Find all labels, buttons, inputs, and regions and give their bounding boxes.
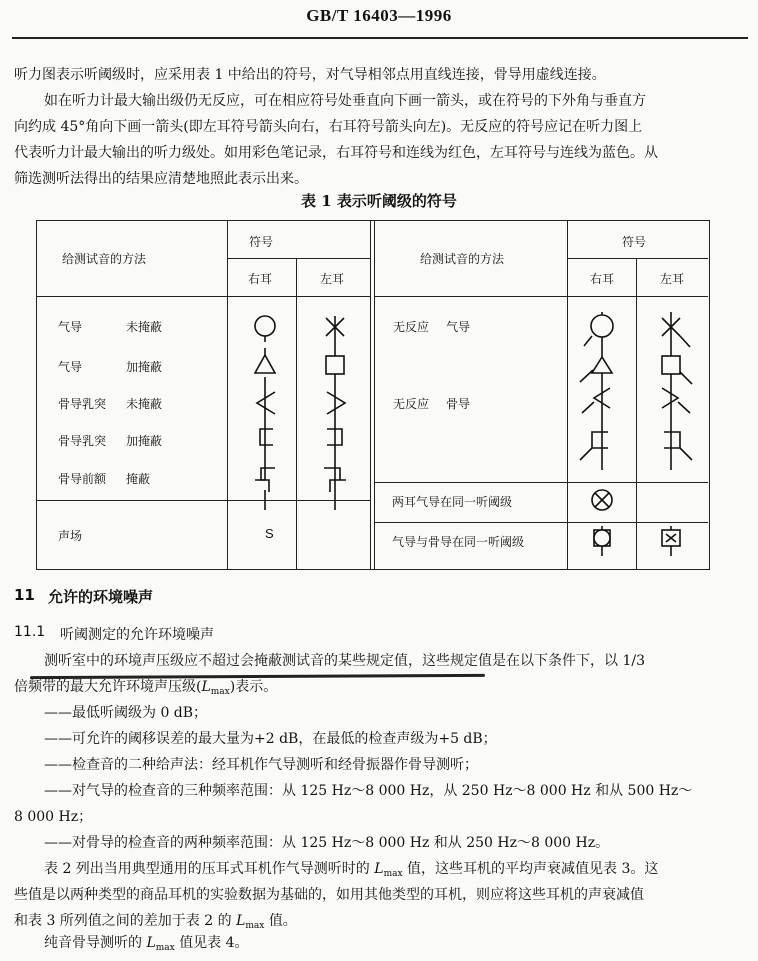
left-bracket-symbol xyxy=(257,392,275,414)
sec11-line-1: 测听室中的环境声压级应不超过会掩蔽测试音的某些规定值，这些规定值是在以下条件下，以 1/3 xyxy=(44,653,645,669)
list-item-1: ——最低听阈级为 0 dB； xyxy=(44,705,208,721)
row-4-mask: 加掩蔽 xyxy=(126,434,163,448)
header-method-right: 给测试音的方法 xyxy=(420,252,505,266)
paragraph-1: 听力图表示听阈级时，应采用表 1 中给出的符号，对气导相邻点用直线连接，骨导用虚线连接。 xyxy=(14,67,606,83)
section-11-1-number: 11.1 xyxy=(14,624,46,640)
list-item-4-cont: 8 000 Hz； xyxy=(14,809,93,825)
sec11-para-5: 和表 3 所列值之间的差加于表 2 的 $L_{max}$ 值。 xyxy=(14,913,297,931)
row-3-method: 骨导乳突 xyxy=(58,397,107,411)
row-5-method: 骨导前额 xyxy=(58,472,107,486)
paragraph-2-line-1: 如在听力计最大输出级仍无反应，可在相应符号处垂直向下画一箭头，或在符号的下外角与垂直方 xyxy=(44,93,646,109)
right-bracket-symbol xyxy=(327,392,345,414)
header-method-left: 给测试音的方法 xyxy=(62,252,147,266)
header-right-ear-right: 右耳 xyxy=(590,272,615,286)
sec11-line-2: 倍频带的最大允许环境声压级$(L_{max})$表示。 xyxy=(14,679,278,697)
table-caption: 表 1 表示听阈级的符号 xyxy=(301,192,457,210)
header-right-ear-left: 右耳 xyxy=(248,272,273,286)
sec11-para-4: 些值是以两种类型的商品耳机的实验数据为基础的，如用其他类型的耳机，则应将这些耳机的声衰减值 xyxy=(14,887,644,903)
list-item-5: ——对骨导的检查音的两种频率范围：从 125 Hz～8 000 Hz 和从 250 Hz～8 000 Hz。 xyxy=(44,835,610,851)
sound-field-label: 声场 xyxy=(58,529,83,543)
list-item-3: ——检查音的二种给声法：经耳机作气导测听和经骨振器作骨导测听； xyxy=(44,757,478,773)
square-symbol xyxy=(326,356,344,374)
section-11-title: 允许的环境噪声 xyxy=(48,588,154,606)
section-11-number: 11 xyxy=(14,586,35,604)
row-1-mask: 未掩蔽 xyxy=(126,320,163,334)
triangle-symbol xyxy=(255,355,275,373)
row-2-mask: 加掩蔽 xyxy=(126,360,163,374)
header-left-ear-right: 左耳 xyxy=(660,272,685,286)
row-5-mask: 掩蔽 xyxy=(126,472,151,486)
row-4-method: 骨导乳突 xyxy=(58,434,107,448)
list-item-4: ——对气导的检查音的三种频率范围：从 125 Hz～8 000 Hz，从 250 Hz～8 000 Hz 和从 500 Hz～ xyxy=(44,783,693,799)
square-bracket-symbol xyxy=(260,429,273,445)
header-symbol-left: 符号 xyxy=(249,235,274,249)
paragraph-2-line-4: 筛选测听法得出的结果应清楚地照此表示出来。 xyxy=(14,171,308,187)
paragraph-2-line-3: 代表听力计最大输出的听力级处。如用彩色笔记录，右耳符号和连线为红色，左耳符号与连线为蓝色。从 xyxy=(14,145,658,161)
sec11-para-3: 表 2 列出当用典型通用的压耳式耳机作气导测听时的 $L_{max}$ 值，这些耳机的平均声衰减值见表 3。这 xyxy=(44,861,659,879)
no-response-air-a: 无反应 xyxy=(393,320,430,334)
sec11-para-6: 纯音骨导测听的 $L_{max}$ 值见表 4。 xyxy=(44,935,249,953)
section-11-1-title: 听阈测定的允许环境噪声 xyxy=(60,627,214,643)
air-bone-same-label: 气导与骨导在同一听阈级 xyxy=(392,535,525,549)
paragraph-2-line-2: 向约成 45°角向下画一箭头(即左耳符号箭头向右，右耳符号箭头向左)。无反应的符号应记在听力图上 xyxy=(14,119,643,135)
no-response-bone-b: 骨导 xyxy=(446,397,471,411)
no-response-bone-a: 无反应 xyxy=(393,397,430,411)
row-2-method: 气导 xyxy=(58,360,83,374)
no-response-air-b: 气导 xyxy=(446,320,471,334)
row-3-mask: 未掩蔽 xyxy=(126,397,163,411)
both-ears-same-label: 两耳气导在同一听阈级 xyxy=(392,495,513,509)
list-item-2: ——可允许的阈移误差的最大量为+2 dB，在最低的检查声级为+5 dB； xyxy=(44,731,497,747)
header-left-ear-left: 左耳 xyxy=(320,272,345,286)
row-1-method: 气导 xyxy=(58,320,83,334)
standard-header: GB/T 16403—1996 xyxy=(306,6,452,25)
header-symbol-right: 符号 xyxy=(622,235,647,249)
circle-symbol xyxy=(255,316,275,336)
sound-field-symbol: S xyxy=(265,526,274,541)
